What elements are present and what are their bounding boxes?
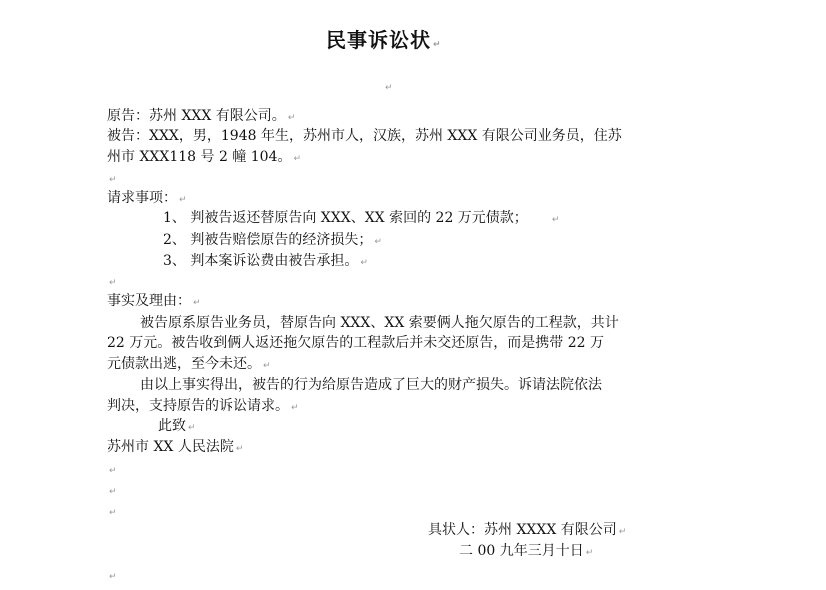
defendant-line-2: 州市 XXX118 号 2 幢 104。 ↵ <box>107 149 302 165</box>
closing-line: 此致 ↵ <box>158 418 196 434</box>
paragraph-mark-icon: ↵ <box>179 195 187 205</box>
defendant-line-1: 被告：XXX，男，1948 年生，苏州市人，汉族，苏州 XXX 有限公司业务员，住苏 <box>107 128 622 144</box>
empty-line <box>107 480 117 502</box>
paragraph-mark-icon: ↵ <box>188 423 196 433</box>
empty-line <box>107 565 117 587</box>
empty-line <box>107 168 117 190</box>
paragraph-mark-icon: ↵ <box>360 258 368 268</box>
paragraph-mark-icon: ↵ <box>585 548 594 558</box>
paragraph-mark-icon: ↵ <box>374 237 382 247</box>
paragraph-mark-icon: ↵ <box>109 466 117 476</box>
empty-line <box>383 76 393 98</box>
court-line: 苏州市 XX 人民法院 ↵ <box>107 439 244 455</box>
facts-paragraph-2-line-2: 判决，支持原告的诉讼请求。 ↵ <box>107 398 299 414</box>
paragraph-mark-icon: ↵ <box>109 487 117 497</box>
facts-paragraph-1-line-3: 元债款出逃，至今未还。 ↵ <box>107 356 271 372</box>
document-title: 民事诉讼状 ↵ <box>326 28 442 52</box>
facts-paragraph-2-line-1: 由以上事实得出，被告的行为给原告造成了巨大的财产损失。诉请法院依法 <box>140 377 602 393</box>
paragraph-mark-icon: ↵ <box>433 40 442 50</box>
empty-line <box>107 271 117 293</box>
paragraph-mark-icon: ↵ <box>618 527 627 537</box>
paragraph-mark-icon: ↵ <box>109 278 117 288</box>
claim-item: 2、 判被告赔偿原告的经济损失； ↵ <box>163 232 382 248</box>
claims-heading: 请求事项： ↵ <box>107 190 187 206</box>
paragraph-mark-icon: ↵ <box>263 361 271 371</box>
claim-item: 1、 判被告返还替原告向 XXX、XX 索回的 22 万元债款； ↵ <box>163 210 560 226</box>
paragraph-mark-icon: ↵ <box>291 403 299 413</box>
facts-heading: 事实及理由： ↵ <box>107 293 201 309</box>
paragraph-mark-icon: ↵ <box>385 83 393 93</box>
empty-line <box>107 501 117 523</box>
paragraph-mark-icon: ↵ <box>293 154 302 164</box>
signer-line: 具状人：苏州 XXXX 有限公司 ↵ <box>428 522 627 538</box>
empty-line <box>107 459 117 481</box>
paragraph-mark-icon: ↵ <box>109 572 117 582</box>
facts-paragraph-1-line-2: 22 万元。被告收到俩人返还拖欠原告的工程款后并未交还原告，而是携带 22 万 <box>107 335 604 351</box>
paragraph-mark-icon: ↵ <box>287 113 296 123</box>
plaintiff-line: 原告：苏州 XXX 有限公司。 ↵ <box>107 108 296 124</box>
paragraph-mark-icon: ↵ <box>193 298 201 308</box>
facts-paragraph-1-line-1: 被告原系原告业务员，替原告向 XXX、XX 索要俩人拖欠原告的工程款，共计 <box>140 315 619 331</box>
paragraph-mark-icon: ↵ <box>109 508 117 518</box>
paragraph-mark-icon: ↵ <box>551 215 560 225</box>
paragraph-mark-icon: ↵ <box>109 175 117 185</box>
paragraph-mark-icon: ↵ <box>235 444 244 454</box>
date-line: 二 00 九年三月十日 ↵ <box>459 543 594 559</box>
claim-item: 3、 判本案诉讼费由被告承担。 ↵ <box>163 253 368 269</box>
